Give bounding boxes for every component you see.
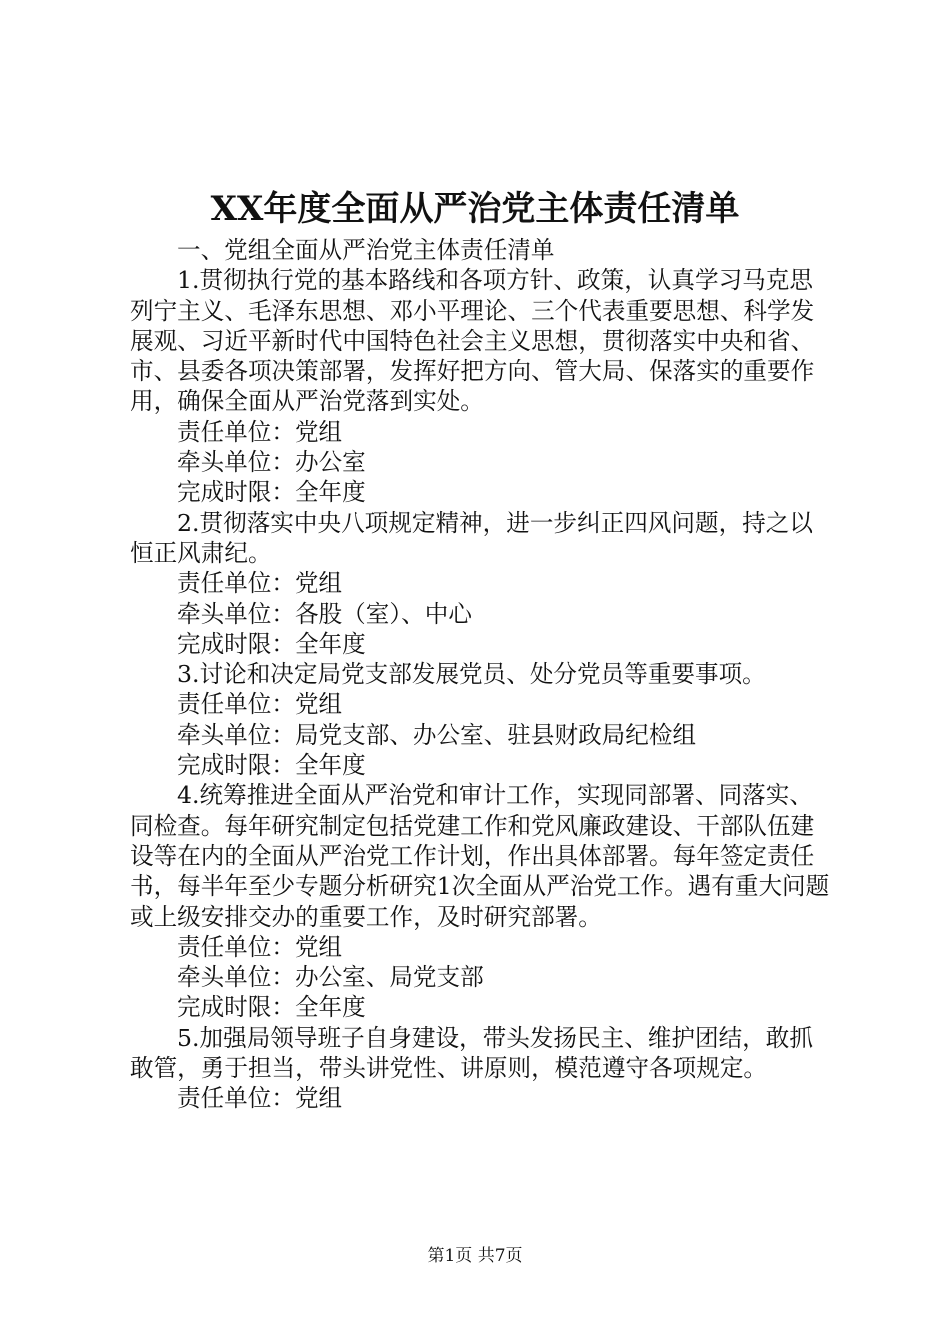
item-3-lead-unit: 牵头单位：局党支部、办公室、驻县财政局纪检组: [177, 720, 697, 749]
item-5-text: 5.加强局领导班子自身建设，带头发扬民主、维护团结，敢抓敢管，勇于担当，带头讲党性、讲原则，模范遵守各项规定。: [130, 1023, 813, 1083]
item-5-responsible-unit: 责任单位：党组: [177, 1084, 343, 1113]
item-3-text: 3.讨论和决定局党支部发展党员、处分党员等重要事项。: [177, 660, 766, 689]
item-2-responsible-unit: 责任单位：党组: [177, 569, 343, 598]
item-1-text: 1.贯彻执行党的基本路线和各项方针、政策，认真学习马克思列宁主义、毛泽东思想、邓小平理论、三个代表重要思想、科学发展观、习近平新时代中国特色社会主义思想，贯彻落实中央和省、市、县委各项决策部署，发挥好把方向、管大局、保落实的重要作用，确保全面从严治党落到实处。: [130, 266, 815, 416]
item-4-text: 4.统筹推进全面从严治党和审计工作，实现同部署、同落实、同检查。每年研究制定包括党建工作和党风廉政建设、干部队伍建设等在内的全面从严治党工作计划，作出具体部署。每年签定责任书，每半年至少专题分析研究1次全面从严治党工作。遇有重大问题或上级安排交办的重要工作，及时研究部署。: [130, 781, 830, 931]
section-heading: 一、党组全面从严治党主体责任清单: [177, 236, 555, 264]
item-2-text: 2.贯彻落实中央八项规定精神，进一步纠正四风问题，持之以恒正风肃纪。: [130, 508, 813, 567]
item-1-deadline: 完成时限：全年度: [177, 478, 366, 507]
item-1-responsible-unit: 责任单位：党组: [177, 417, 343, 446]
item-2-lead-unit: 牵头单位：各股（室）、中心: [177, 599, 472, 628]
document-body: [130, 235, 830, 1114]
page-number-footer: 第1页 共7页: [427, 1246, 523, 1266]
item-3-responsible-unit: 责任单位：党组: [177, 690, 343, 719]
item-2-deadline: 完成时限：全年度: [177, 629, 366, 658]
item-4-responsible-unit: 责任单位：党组: [177, 932, 343, 961]
item-1-lead-unit: 牵头单位：办公室: [177, 448, 366, 477]
item-4-lead-unit: 牵头单位：办公室、局党支部: [177, 963, 484, 992]
item-4-deadline: 完成时限：全年度: [177, 993, 366, 1022]
document-title: XX年度全面从严治党主体责任清单: [210, 189, 740, 229]
item-3-deadline: 完成时限：全年度: [177, 751, 366, 780]
